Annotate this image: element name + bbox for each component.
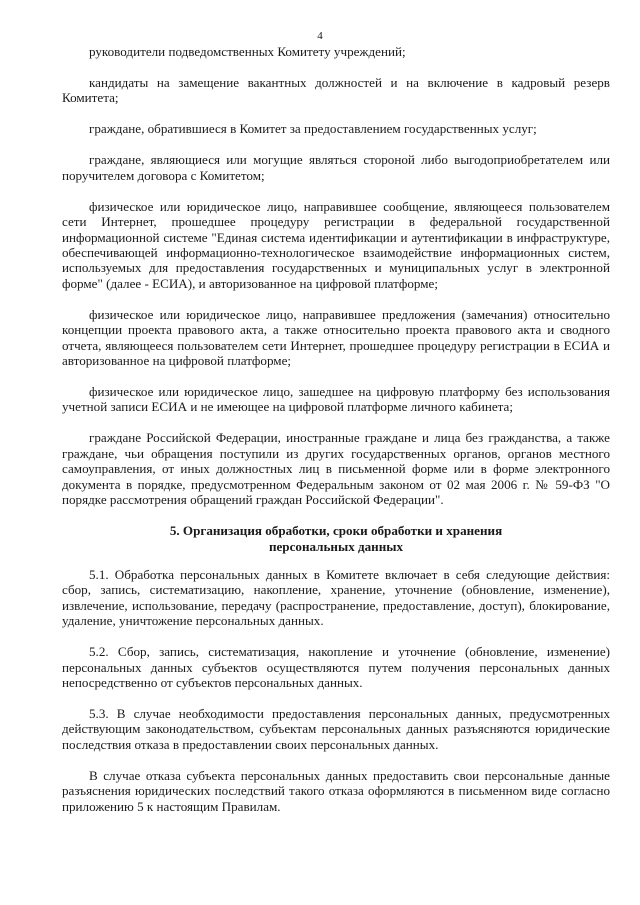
- paragraph: В случае отказа субъекта персональных данных предоставить свои персональные данные разъяснения юридических последствий такого отказа оформляются в письменном виде согласно приложению 5 к настоящим Правилам.: [62, 767, 610, 814]
- section-heading-line: 5. Организация обработки, сроки обработки и хранения: [169, 523, 503, 539]
- paragraph: 5.3. В случае необходимости предоставления персональных данных, предусмотренных действующим законодательством, субъектам персональных данных разъясняются юридические последствия отказа в предоставлении своих персональных данных.: [62, 705, 610, 752]
- paragraph: 5.1. Обработка персональных данных в Комитете включает в себя следующие действия: сбор, запись, систематизацию, накопление, хранение, уточнение (обновление, изменение), извлечение, использование, передачу (распространение, предоставление, доступ), блокирование, удаление, уничтожение персональных данных.: [62, 566, 610, 629]
- paragraph: 5.2. Сбор, запись, систематизация, накопление и уточнение (обновление, изменение) персональных данных субъектов осуществляются путем получения персональных данных непосредственно от субъектов персональных данных.: [62, 644, 610, 690]
- paragraph: кандидаты на замещение вакантных должностей и на включение в кадровый резерв Комитета;: [62, 75, 610, 106]
- paragraph: граждане, являющиеся или могущие являться стороной либо выгодоприобретателем или поручителем договора с Комитетом;: [62, 152, 610, 183]
- section-heading: [62, 523, 610, 554]
- paragraph: физическое или юридическое лицо, направившее сообщение, являющееся пользователем сети Интернет, прошедшее процедуру регистрации в федеральной государственной информационной системе "Единая система идентификации и аутентификации в инфраструктуре, обеспечивающей информационно-технологическое взаимодействие информационных систем, используемых для предоставления государственных и муниципальных услуг в электронной форме" (далее - ЕСИА), и авторизованное на цифровой платформе;: [62, 198, 610, 291]
- paragraph: граждане, обратившиеся в Комитет за предоставлением государственных услуг;: [89, 121, 537, 137]
- page-number: 4: [317, 30, 323, 42]
- section-heading-line: персональных данных: [268, 538, 404, 554]
- paragraph: физическое или юридическое лицо, зашедшее на цифровую платформу без использования учетной записи ЕСИА и не имеющее на цифровой платформе личного кабинета;: [62, 384, 610, 415]
- paragraph: физическое или юридическое лицо, направившее предложения (замечания) относительно концепции проекта правового акта, а также относительно проекта правового акта и сводного отчета, являющееся пользователем сети Интернет, прошедшее процедуру регистрации в ЕСИА и авторизованное на цифровой платформе;: [62, 306, 610, 369]
- document-body: [62, 44, 610, 830]
- paragraph: граждане Российской Федерации, иностранные граждане и лица без гражданства, а также граждане, чьи обращения поступили из других государственных органов, органов местного самоуправления, от иных должностных лиц в письменной форме или в форме электронного документа в порядке, предусмотренном Федеральным законом от 02 мая 2006 г. № 59-ФЗ "О порядке рассмотрения обращений граждан Российской Федерации".: [62, 430, 610, 508]
- paragraph: руководители подведомственных Комитету учреждений;: [89, 44, 406, 59]
